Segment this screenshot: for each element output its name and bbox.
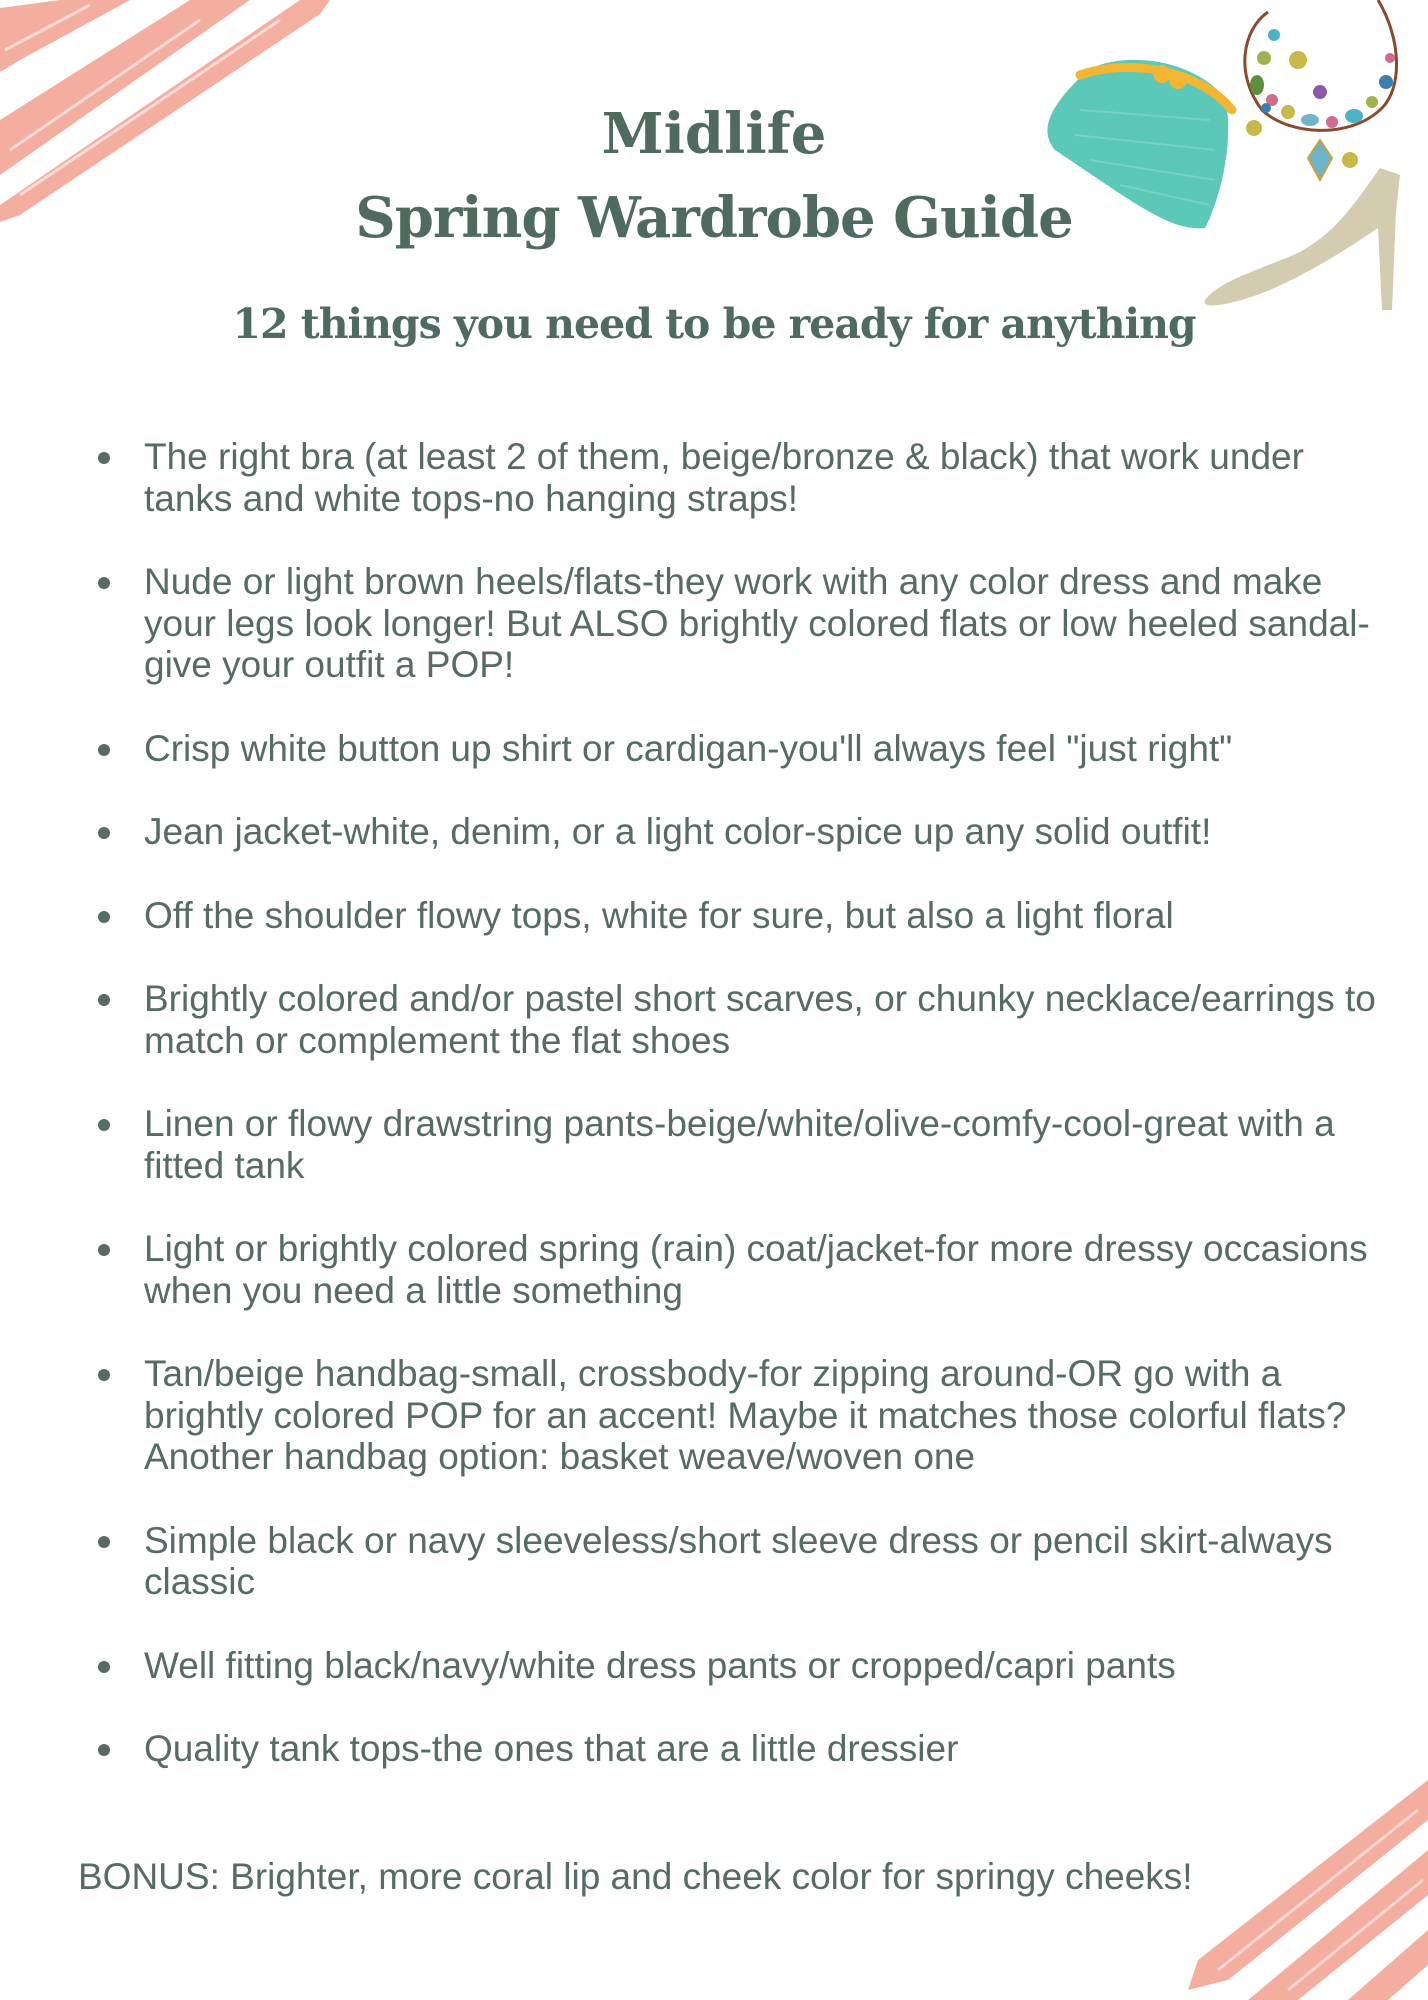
- bullet-icon: [98, 1744, 110, 1756]
- bullet-icon: [98, 1536, 110, 1548]
- list-item: [96, 978, 1386, 1061]
- bullet-icon: [98, 452, 110, 464]
- list-item-text: Brightly colored and/or pastel short scarves, or chunky necklace/earrings to match or complement the flat shoes: [144, 978, 1376, 1061]
- list-item: [96, 728, 1386, 770]
- bullet-icon: [98, 1244, 110, 1256]
- page-subtitle: 12 things you need to be ready for anything: [232, 300, 1196, 348]
- bullet-icon: [98, 744, 110, 756]
- list-item: [96, 811, 1386, 853]
- bullet-icon: [98, 994, 110, 1006]
- title-line-1: Midlife: [601, 101, 827, 167]
- list-item: [96, 1103, 1386, 1186]
- list-item: [96, 561, 1386, 686]
- list-item-text: Tan/beige handbag-small, crossbody-for zipping around-OR go with a brightly colored POP for an accent! Maybe it matches those colorful flats? Another handbag option: basket weave/woven one: [144, 1353, 1347, 1477]
- list-item: [96, 1728, 1386, 1770]
- list-item: [96, 895, 1386, 937]
- list-item-text: The right bra (at least 2 of them, beige/bronze & black) that work under tanks and white tops-no hanging straps!: [144, 436, 1304, 519]
- list-item: [96, 1353, 1386, 1478]
- bullet-icon: [98, 1661, 110, 1673]
- list-item-text: Off the shoulder flowy tops, white for sure, but also a light floral: [144, 894, 1174, 936]
- list-item-text: Simple black or navy sleeveless/short sleeve dress or pencil skirt-always classic: [144, 1519, 1333, 1602]
- list-item-text: Well fitting black/navy/white dress pants or cropped/capri pants: [144, 1644, 1176, 1686]
- list-item: [96, 1645, 1386, 1687]
- list-item-text: Nude or light brown heels/flats-they work with any color dress and make your legs look longer! But ALSO brightly colored flats or low heeled sandal-give your outfit a POP!: [144, 561, 1370, 685]
- bullet-icon: [98, 911, 110, 923]
- list-item-text: Jean jacket-white, denim, or a light color-spice up any solid outfit!: [144, 811, 1212, 852]
- bullet-icon: [98, 827, 110, 839]
- bonus-note: BONUS: Brighter, more coral lip and cheek color for springy cheeks!: [78, 1856, 1193, 1897]
- bullet-icon: [98, 577, 110, 589]
- page-title: [0, 92, 1428, 260]
- title-line-2: Spring Wardrobe Guide: [355, 185, 1073, 251]
- list-item: [96, 1520, 1386, 1603]
- coral-brush-stroke-icon: [1188, 1780, 1428, 2000]
- bullet-icon: [98, 1119, 110, 1131]
- bullet-icon: [98, 1369, 110, 1381]
- wardrobe-list: [96, 436, 1386, 1812]
- list-item-text: Linen or flowy drawstring pants-beige/white/olive-comfy-cool-great with a fitted tank: [144, 1103, 1335, 1186]
- list-item: [96, 436, 1386, 519]
- list-item-text: Quality tank tops-the ones that are a little dressier: [144, 1728, 959, 1769]
- list-item-text: Light or brightly colored spring (rain) coat/jacket-for more dressy occasions when you need a little something: [144, 1228, 1368, 1311]
- list-item-text: Crisp white button up shirt or cardigan-you'll always feel "just right": [144, 727, 1233, 769]
- list-item: [96, 1228, 1386, 1311]
